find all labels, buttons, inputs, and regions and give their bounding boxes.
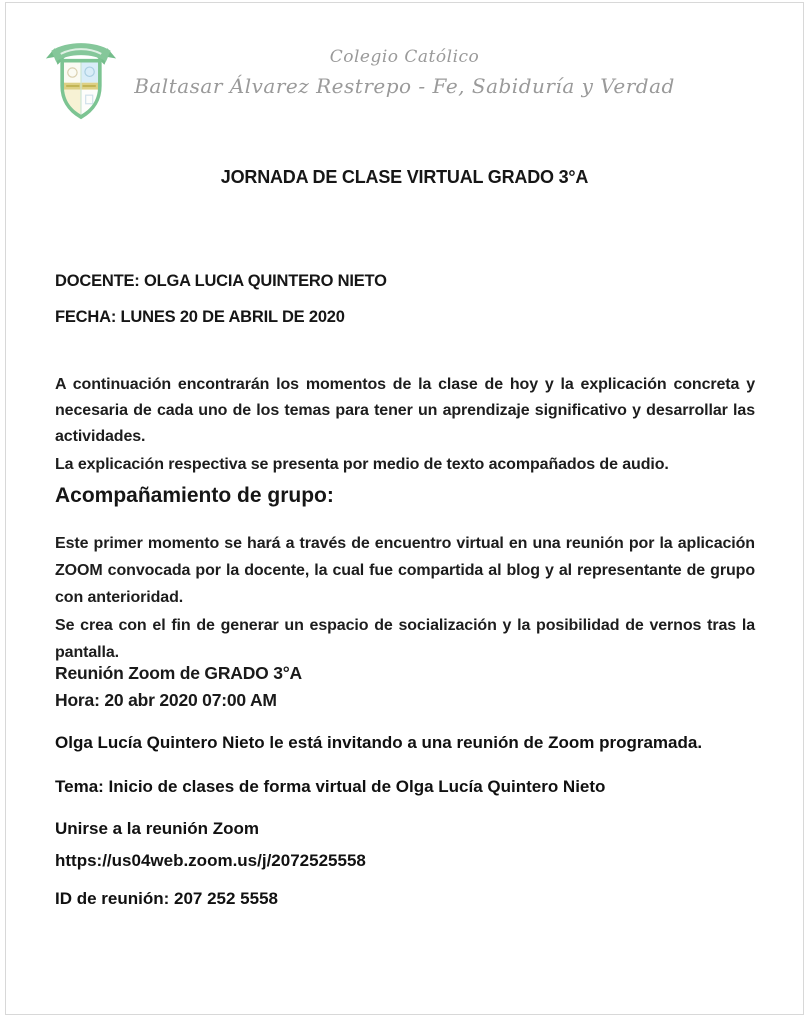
- zoom-invite-line: Olga Lucía Quintero Nieto le está invitando a una reunión de Zoom programada.: [55, 733, 703, 752]
- zoom-meeting-time: Hora: 20 abr 2020 07:00 AM: [55, 690, 277, 710]
- school-name-line1: Colegio Católico: [329, 47, 480, 67]
- teacher-line: DOCENTE: OLGA LUCIA QUINTERO NIETO: [55, 272, 387, 290]
- section-heading: Acompañamiento de grupo:: [55, 484, 334, 507]
- document-title: JORNADA DE CLASE VIRTUAL GRADO 3°A: [220, 167, 589, 187]
- intro-paragraph-2: La explicación respectiva se presenta por medio de texto acompañados de audio.: [55, 456, 669, 473]
- zoom-meeting-id: ID de reunión: 207 252 5558: [55, 889, 278, 908]
- zoom-meeting-title: Reunión Zoom de GRADO 3°A: [55, 663, 302, 683]
- intro-paragraph-1: A continuación encontrarán los momentos de la clase de hoy y la explicación concreta y necesaria de cada uno de los temas para tener un aprendizaje significativo y desarrollar las actividades.: [55, 376, 755, 445]
- section-paragraph-2: Se crea con el fin de generar un espacio de socialización y la posibilidad de vernos tras la pantalla.: [55, 617, 755, 661]
- date-line: FECHA: LUNES 20 DE ABRIL DE 2020: [55, 308, 345, 326]
- section-paragraph-1: Este primer momento se hará a través de encuentro virtual en una reunión por la aplicación ZOOM convocada por la docente, la cual fue compartida al blog y al representante de grupo con anterioridad.: [55, 535, 755, 606]
- zoom-join-label: Unirse a la reunión Zoom: [55, 819, 260, 838]
- school-name-line2: Baltasar Álvarez Restrepo - Fe, Sabiduría y Verdad: [134, 74, 675, 98]
- zoom-meeting-url[interactable]: https://us04web.zoom.us/j/2072525558: [55, 851, 366, 870]
- zoom-topic-line: Tema: Inicio de clases de forma virtual de Olga Lucía Quintero Nieto: [55, 777, 606, 796]
